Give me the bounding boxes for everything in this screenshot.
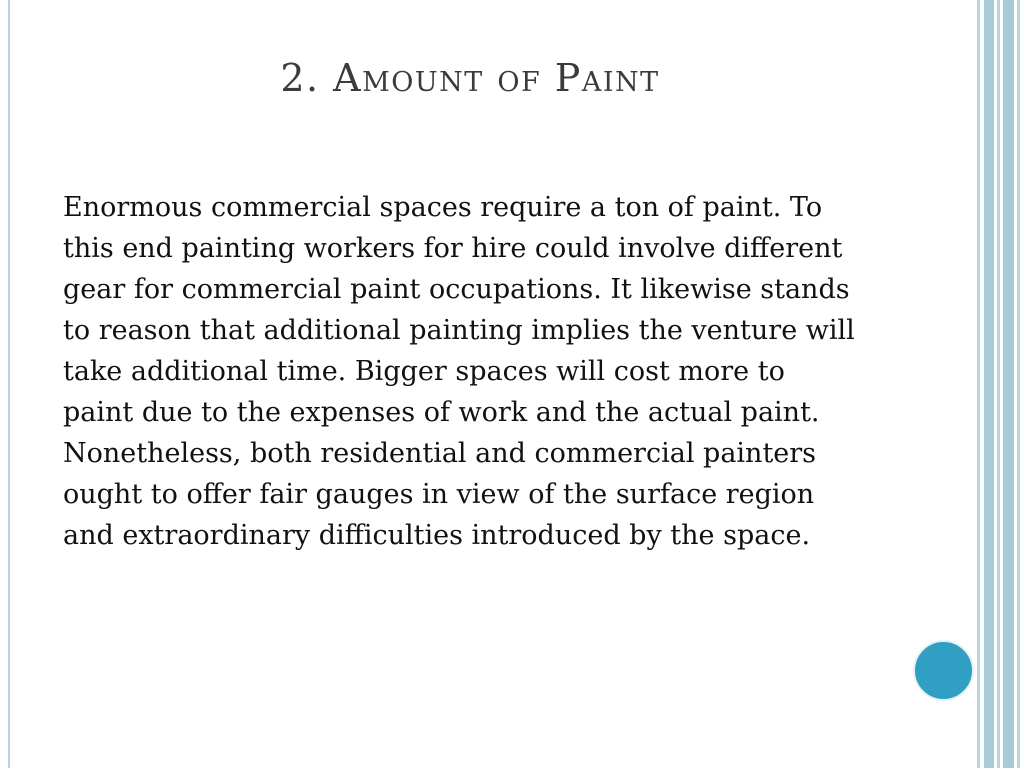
right-border-stripe: [1003, 0, 1014, 768]
right-border-stripe: [984, 0, 994, 768]
slide-title: 2. Amount of Paint: [280, 56, 660, 100]
slide-body-text: Enormous commercial spaces require a ton of paint. To this end painting workers for hire could involve different gear for commercial paint occupations. It likewise stands to reason that additional painting implies the venture will take additional time. Bigger spaces will cost more to paint due to the expenses of work and the actual paint. Nonetheless, both residential and commercial painters ought to offer fair gauges in view of the surface region and extraordinary difficulties introduced by the space.: [63, 192, 855, 551]
right-border-stripe: [977, 0, 980, 768]
right-border-stripe: [997, 0, 1000, 768]
decorative-circle: [913, 640, 974, 701]
left-frame-line: [8, 0, 10, 768]
right-border-stripe: [1017, 0, 1020, 768]
